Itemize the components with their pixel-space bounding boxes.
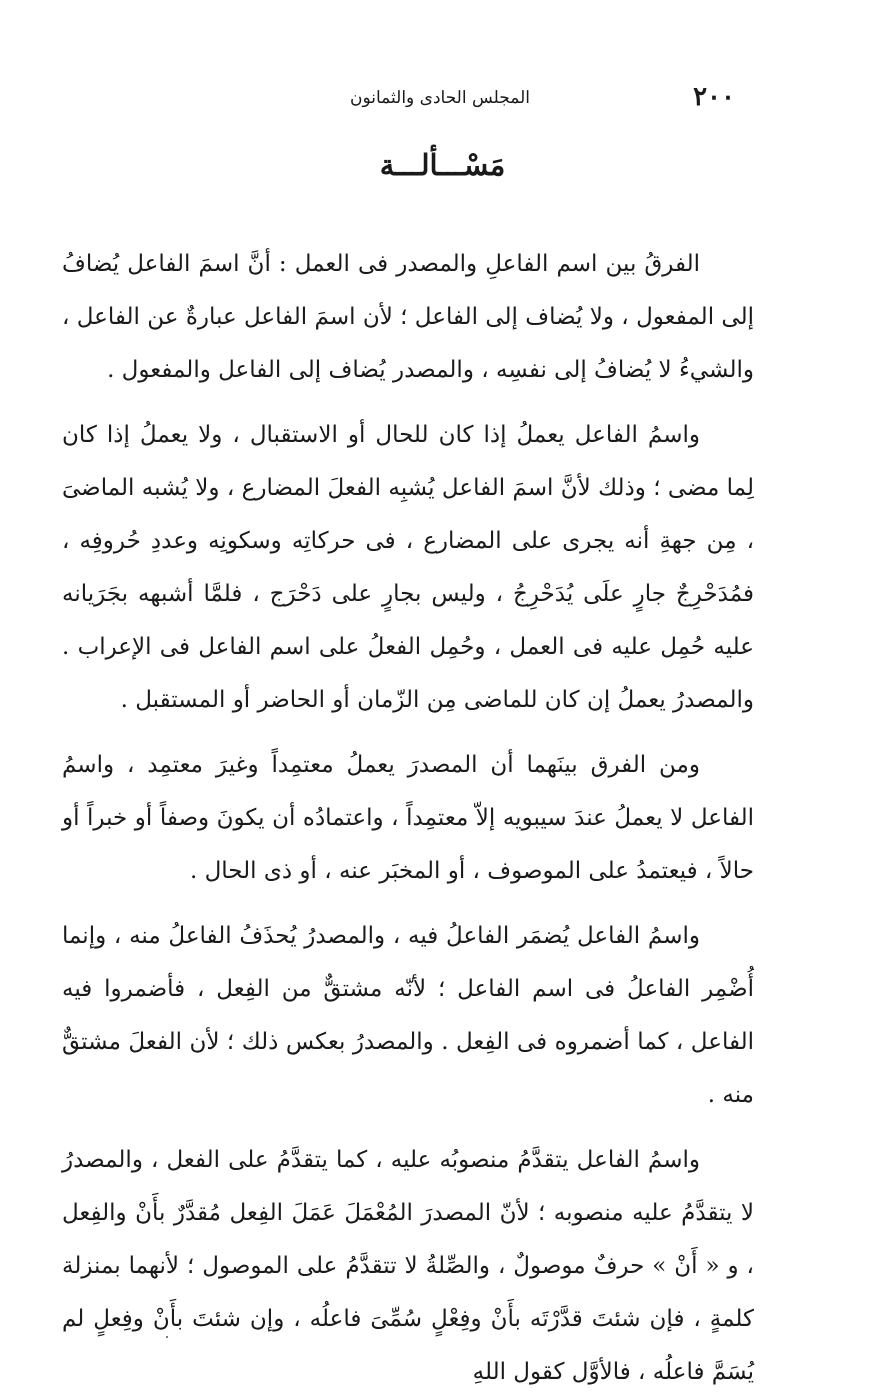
- page-number: ٢٠٠: [693, 82, 735, 112]
- running-head: المجلس الحادى والثمانون: [350, 88, 530, 108]
- section-title: مَسْـــألـــة: [379, 148, 506, 182]
- page-header: [60, 82, 735, 112]
- paragraph-5: واسمُ الفاعل يتقدَّمُ منصوبُه عليه ، كما يتقدَّمُ على الفعل ، والمصدرُ لا يتقدَّمُ عليه منصوبه ؛ لأنّ المصدرَ المُعْمَلَ عَمَلَ الفِعل مُقدَّرٌ بأَنْ والفِعل ، و « أَنْ » حرفٌ موصولٌ ، والصِّلةُ لا تتقدَّمُ على الموصول ؛ لأنهما بمنزلة كلمةٍ ، فإن شئتَ قدَّرْتَه بأَنْ وفِعْلٍ سُمِّىَ فاعلُه ، وإن شئتَ بأَنْ وفِعلٍ لم يُسَمَّ فاعلُه ، فالأوَّل كقول اللهِ: [62, 1147, 754, 1385]
- paragraph-1: الفرقُ بين اسم الفاعلِ والمصدر فى العمل : أنَّ اسمَ الفاعل يُضافُ إلى المفعول ، ولا يُضاف إلى الفاعل ؛ لأن اسمَ الفاعل عبارةٌ عن الفاعل ، والشيءُ لا يُضافُ إلى نفسِه ، والمصدر يُضاف إلى الفاعل والمفعول .: [62, 251, 754, 383]
- paragraph-3: ومن الفرق بينَهما أن المصدرَ يعملُ معتمِداً وغيرَ معتمِد ، واسمُ الفاعل لا يعملُ عندَ سيبويه إلاّ معتمِداً ، واعتمادُه أن يكونَ وصفاً أو خبراً أو حالاً ، فيعتمدُ على الموصوف ، أو المخبَر عنه ، أو ذى الحال .: [62, 752, 754, 884]
- print-speck: [166, 1336, 168, 1338]
- paragraph-2: واسمُ الفاعل يعملُ إذا كان للحال أو الاستقبال ، ولا يعملُ إذا كان لِما مضى ؛ وذلك لأنَّ اسمَ الفاعل يُشبِه الفعلَ المضارع ، ولا يُشبه الماضىَ ، مِن جهةِ أنه يجرى على المضارع ، فى حركاتِه وسكونِه وعددِ حُروفِه ، فمُدَحْرِجٌ جارٍ علَى يُدَحْرِجُ ، وليس بجارٍ على دَحْرَج ، فلمَّا أشبهه بجَرَيانه عليه حُمِل عليه فى العمل ، وحُمِل الفعلُ على اسم الفاعل فى الإعراب . والمصدرُ يعملُ إن كان للماضى مِن الزّمان أو الحاضر أو المستقبل .: [62, 422, 754, 713]
- paragraph-4: واسمُ الفاعل يُضمَر الفاعلُ فيه ، والمصدرُ يُحذَفُ الفاعلُ منه ، وإنما أُضْمِر الفاعلُ فى اسم الفاعل ؛ لأنّه مشتقٌّ من الفِعل ، فأضمروا فيه الفاعل ، كما أضمروه فى الفِعل . والمصدرُ بعكس ذلك ؛ لأن الفعلَ مشتقٌّ منه .: [62, 923, 754, 1108]
- body-text: [62, 238, 754, 1399]
